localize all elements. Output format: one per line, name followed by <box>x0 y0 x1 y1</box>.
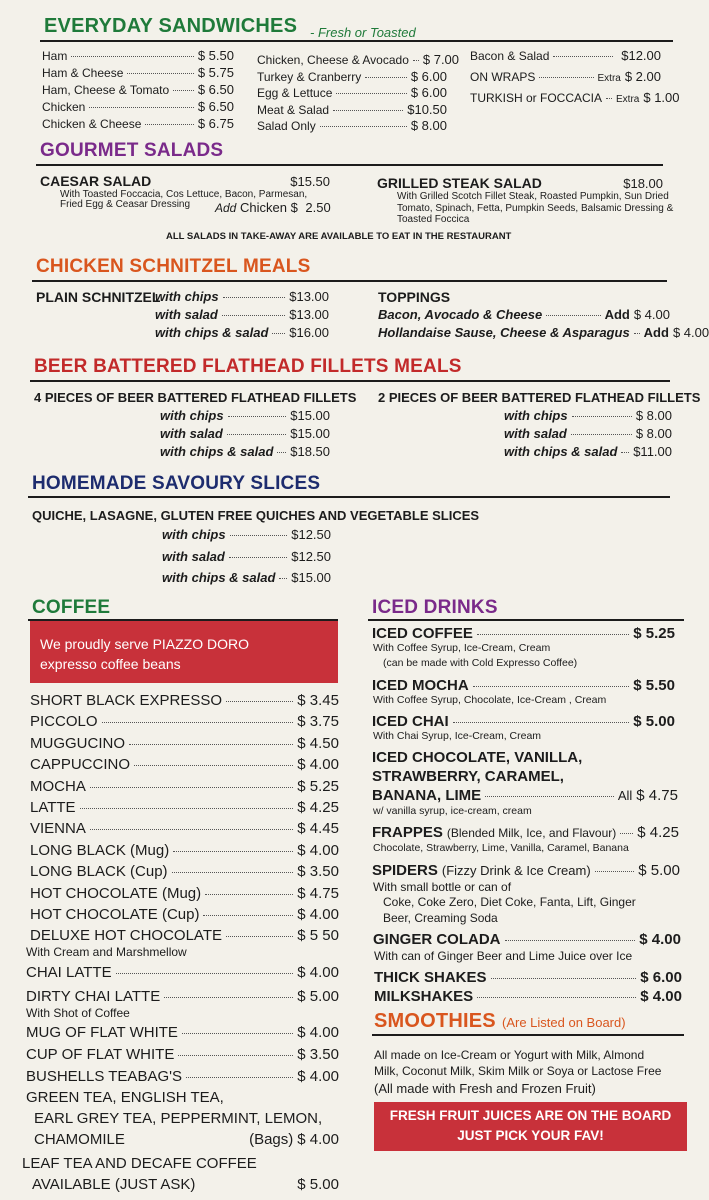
four-pieces-option-name: with chips & salad <box>160 444 274 459</box>
topping-item-price: $ 4.00 <box>672 325 709 340</box>
sandwich-item <box>257 102 447 117</box>
two-pieces-option <box>504 426 672 441</box>
plain-schnitzel-label: PLAIN SCHNITZEL <box>36 289 161 305</box>
schnitzel-option <box>155 289 329 304</box>
sandwich-extra-item-price: $12.00 <box>621 48 661 63</box>
two-pieces-title: 2 PIECES OF BEER BATTERED FLATHEAD FILLETS <box>378 390 701 405</box>
sandwiches-subtitle: - Fresh or Toasted <box>310 25 416 40</box>
deluxe-note: With Cream and Marshmellow <box>26 945 187 959</box>
coffee-item <box>26 1068 339 1085</box>
coffee-item-price: $ 4.00 <box>297 906 339 923</box>
coffee-item-name: HOT CHOCOLATE (Mug) <box>30 884 202 902</box>
frappes-desc: Chocolate, Strawberry, Lime, Vanilla, Caramel, Banana <box>373 842 629 854</box>
slices-title: HOMEMADE SAVOURY SLICES <box>32 473 321 494</box>
four-pieces-option-name: with chips <box>160 408 224 423</box>
coffee-item-name: MUGGUCINO <box>30 734 125 752</box>
coffee-item <box>30 778 339 795</box>
spiders-price: $ 5.00 <box>638 862 680 879</box>
spiders-row <box>372 862 680 879</box>
caesar-salad-row <box>40 173 330 189</box>
coffee-banner-line1: We proudly serve PIAZZO DORO <box>40 636 250 652</box>
leaf-tea-line2 <box>32 1176 339 1193</box>
slices-option-price: $12.50 <box>291 548 331 564</box>
sandwich-extra-item <box>470 48 661 63</box>
sandwich-item-price: $ 5.75 <box>197 65 234 80</box>
caesar-add-item: Chicken $ <box>239 200 298 215</box>
milkshakes-name: MILKSHAKES <box>374 988 474 1005</box>
four-pieces-option-name: with salad <box>160 426 223 441</box>
schnitzel-option-price: $16.00 <box>289 325 329 340</box>
coffee-item-name: CUP OF FLAT WHITE <box>26 1046 175 1063</box>
spiders-desc1: With small bottle or can of <box>373 880 512 894</box>
leaf-tea-line1: LEAF TEA AND DECAFE COFFEE <box>22 1155 257 1172</box>
coffee-item-price: $ 4.00 <box>297 1068 339 1085</box>
caesar-salad-name: CAESAR SALAD <box>40 173 152 189</box>
slices-option-price: $12.50 <box>291 527 331 542</box>
two-pieces-option <box>504 444 672 459</box>
salads-title: GOURMET SALADS <box>40 140 224 161</box>
coffee-item-price: $ 3.50 <box>297 1046 339 1063</box>
steak-desc1: With Grilled Scotch Fillet Steak, Roasted Pumpkin, Sun Dried <box>397 191 669 202</box>
frappes-price: $ 4.25 <box>637 824 679 841</box>
coffee-item-price: $ 4.00 <box>297 964 339 981</box>
iced-mocha-desc: With Coffee Syrup, Chocolate, Ice-Cream , Cream <box>373 694 607 706</box>
steak-salad-price: $18.00 <box>623 176 663 191</box>
sandwich-item <box>257 52 460 67</box>
schnitzel-title: CHICKEN SCHNITZEL MEALS <box>36 256 311 277</box>
coffee-item-name: SHORT BLACK EXPRESSO <box>30 692 223 709</box>
coffee-item-price: $ 3.50 <box>297 863 339 881</box>
tea-line2: EARL GREY TEA, PEPPERMINT, LEMON, <box>34 1110 323 1127</box>
iced-choc-line1: ICED CHOCOLATE, VANILLA, <box>372 749 583 766</box>
sandwich-item <box>257 69 447 84</box>
slices-subtitle: QUICHE, LASAGNE, GLUTEN FREE QUICHES AND VEGETABLE SLICES <box>32 508 480 523</box>
frappes-sub: (Blended Milk, Ice, and Flavour) <box>446 826 617 840</box>
coffee-item <box>30 692 339 709</box>
dirty-chai-note: With Shot of Coffee <box>26 1006 130 1020</box>
four-pieces-option-price: $15.00 <box>290 408 330 423</box>
coffee-item-name: DELUXE HOT CHOCOLATE <box>30 927 222 945</box>
sandwich-item-price: $10.50 <box>407 101 447 117</box>
sandwich-item-price: $ 6.00 <box>410 68 447 84</box>
topping-item-name: Hollandaise Sause, Cheese & Asparagus <box>378 325 630 340</box>
sandwich-item-name: Egg & Lettuce <box>257 86 333 100</box>
topping-item-extra: Add <box>643 325 669 340</box>
sandwiches-title: EVERYDAY SANDWICHES <box>44 15 298 37</box>
slices-option-name: with chips & salad <box>162 570 276 585</box>
coffee-item <box>30 756 339 773</box>
iced-drinks-title: ICED DRINKS <box>372 597 498 618</box>
iced-coffee-desc2: (can be made with Cold Expresso Coffee) <box>383 657 578 669</box>
salads-note: ALL SALADS IN TAKE-AWAY ARE AVAILABLE TO EAT IN THE RESTAURANT <box>166 231 512 242</box>
sandwich-item-name: Ham <box>42 49 68 63</box>
sandwich-item <box>42 99 234 114</box>
smoothies-desc3: (All made with Fresh and Frozen Fruit) <box>374 1081 596 1096</box>
flathead-rule <box>30 380 670 382</box>
sandwich-item-name: Chicken, Cheese & Avocado <box>257 53 409 67</box>
slices-option <box>162 570 331 585</box>
iced-mocha-row <box>372 677 675 694</box>
coffee-item-price: $ 4.45 <box>297 820 339 838</box>
slices-option <box>162 527 331 542</box>
schnitzel-option <box>155 325 329 340</box>
four-pieces-option <box>160 408 330 423</box>
iced-choc-all: All <box>617 788 633 803</box>
ginger-colada-price: $ 4.00 <box>639 931 681 948</box>
caesar-salad-price: $15.50 <box>290 174 330 189</box>
iced-chai-price: $ 5.00 <box>633 713 675 730</box>
coffee-item <box>26 964 339 981</box>
coffee-banner <box>30 621 338 683</box>
iced-choc-line3 <box>372 787 678 804</box>
juice-banner-line1: FRESH FRUIT JUICES ARE ON THE BOARD <box>389 1108 672 1123</box>
leaf-tea-available: AVAILABLE (JUST ASK) <box>32 1176 196 1193</box>
sandwich-item-name: Salad Only <box>257 119 316 133</box>
sandwich-extra-item <box>470 90 680 105</box>
schnitzel-option-name: with salad <box>155 307 218 322</box>
sandwich-item <box>42 48 234 63</box>
coffee-item-price: $ 3.75 <box>297 713 339 731</box>
sandwich-item-name: Chicken & Cheese <box>42 117 142 131</box>
two-pieces-option-price: $ 8.00 <box>635 426 672 441</box>
slices-option-name: with chips <box>162 527 226 542</box>
iced-drinks-rule <box>368 619 684 621</box>
spiders-name: SPIDERS <box>372 862 438 879</box>
tea-chamomile: CHAMOMILE <box>34 1131 125 1148</box>
schnitzel-option <box>155 307 329 322</box>
caesar-add-price: 2.50 <box>305 200 331 215</box>
salads-rule <box>36 164 663 166</box>
frappes-row <box>372 824 679 841</box>
four-pieces-option <box>160 426 330 441</box>
coffee-item-price: $ 5 50 <box>297 927 339 945</box>
coffee-item-price: $ 4.00 <box>297 841 339 859</box>
schnitzel-option-price: $13.00 <box>289 307 329 322</box>
sandwich-extra-item-name: Bacon & Salad <box>470 49 550 63</box>
coffee-banner-line2: expresso coffee beans <box>40 656 181 672</box>
sandwich-extra-item-name: ON WRAPS <box>470 70 536 84</box>
slices-rule <box>28 496 670 498</box>
coffee-item-price: $ 5.25 <box>297 777 339 795</box>
coffee-item-name: LONG BLACK (Cup) <box>30 863 168 881</box>
thick-shakes-price: $ 6.00 <box>640 969 682 986</box>
coffee-title: COFFEE <box>32 597 111 618</box>
iced-coffee-desc1: With Coffee Syrup, Ice-Cream, Cream <box>373 642 551 654</box>
sandwich-extra-item <box>470 69 661 84</box>
smoothies-desc1: All made on Ice-Cream or Yogurt with Milk, Almond <box>374 1048 645 1062</box>
two-pieces-option-name: with salad <box>504 426 567 441</box>
iced-coffee-row <box>372 625 675 642</box>
iced-mocha-price: $ 5.50 <box>633 677 675 694</box>
milkshakes-price: $ 4.00 <box>640 988 682 1005</box>
iced-coffee-name: ICED COFFEE <box>372 625 473 642</box>
thick-shakes-row <box>374 969 682 986</box>
schnitzel-option-price: $13.00 <box>289 289 329 304</box>
coffee-item <box>30 906 339 923</box>
sandwich-extra-item-name: TURKISH or FOCCACIA <box>470 91 603 105</box>
topping-item-name: Bacon, Avocado & Cheese <box>378 307 543 322</box>
two-pieces-option-price: $ 8.00 <box>635 408 672 423</box>
frappes-name: FRAPPES <box>372 824 443 841</box>
ginger-colada-name: GINGER COLADA <box>373 931 501 948</box>
tea-bags-note: (Bags) <box>249 1131 294 1148</box>
coffee-item-name: MOCHA <box>30 777 86 795</box>
coffee-item <box>30 842 339 859</box>
topping-item <box>378 325 709 340</box>
tea-line3 <box>34 1131 339 1148</box>
tea-price: $ 4.00 <box>297 1131 339 1148</box>
four-pieces-option <box>160 444 330 459</box>
sandwich-item-name: Turkey & Cranberry <box>257 69 362 84</box>
sandwich-item <box>42 65 234 80</box>
sandwich-item-price: $ 6.50 <box>197 82 234 97</box>
ginger-colada-row <box>373 931 681 948</box>
ginger-colada-desc: With can of Ginger Beer and Lime Juice over Ice <box>374 949 633 963</box>
coffee-item-name: LONG BLACK (Mug) <box>30 841 170 859</box>
coffee-item <box>30 863 339 880</box>
toppings-title: TOPPINGS <box>378 289 451 305</box>
steak-desc3: Toasted Foccica <box>397 214 470 225</box>
coffee-item-name: CHAI LATTE <box>26 964 112 981</box>
flathead-title: BEER BATTERED FLATHEAD FILLETS MEALS <box>34 356 462 377</box>
four-pieces-option-price: $15.00 <box>290 426 330 441</box>
two-pieces-option-price: $11.00 <box>633 444 672 459</box>
coffee-item-name: CAPPUCCINO <box>30 756 131 774</box>
leaf-tea-price: $ 5.00 <box>297 1176 339 1193</box>
smoothies-desc2: Milk, Coconut Milk, Skim Milk or Soya or Lactose Free <box>374 1064 662 1078</box>
four-pieces-option-price: $18.50 <box>290 444 330 459</box>
thick-shakes-name: THICK SHAKES <box>374 969 487 986</box>
sandwich-extra-item-price: $ 1.00 <box>643 90 680 105</box>
sandwich-item <box>42 82 234 97</box>
iced-choc-desc: w/ vanilla syrup, ice-cream, cream <box>373 805 532 817</box>
steak-desc2: Tomato, Spinach, Fetta, Pumpkin Seeds, Balsamic Dressing & <box>397 203 674 214</box>
coffee-item <box>30 799 339 816</box>
slices-option <box>162 549 331 564</box>
topping-item-price: $ 4.00 <box>633 307 670 322</box>
coffee-item-price: $ 3.45 <box>297 692 339 709</box>
smoothies-sub: (Are Listed on Board) <box>502 1015 626 1030</box>
schnitzel-option-name: with chips <box>155 289 219 304</box>
coffee-item-price: $ 5.00 <box>297 988 339 1005</box>
sandwich-item-price: $ 6.75 <box>197 116 234 131</box>
sandwich-item <box>257 118 447 133</box>
sandwich-item-price: $ 7.00 <box>422 52 460 67</box>
steak-salad-row <box>377 175 663 191</box>
coffee-item <box>30 713 339 730</box>
coffee-item <box>30 885 339 902</box>
two-pieces-option-name: with chips <box>504 408 568 423</box>
spiders-desc3: Beer, Creaming Soda <box>383 911 498 925</box>
caesar-desc1: With Toasted Foccacia, Cos Lettuce, Bacon, Parmesan, <box>60 189 308 200</box>
smoothies-rule <box>372 1034 684 1036</box>
coffee-item-price: $ 4.75 <box>297 884 339 902</box>
sandwich-item-name: Ham & Cheese <box>42 66 124 80</box>
sandwich-item <box>42 116 234 131</box>
iced-choc-banana-lime: BANANA, LIME <box>372 787 482 804</box>
slices-option-name: with salad <box>162 548 225 564</box>
smoothies-title: SMOOTHIES <box>374 1010 496 1032</box>
coffee-item-name: DIRTY CHAI LATTE <box>26 988 161 1005</box>
coffee-item-name: PICCOLO <box>30 713 98 731</box>
spiders-desc2: Coke, Coke Zero, Diet Coke, Fanta, Lift, Ginger <box>383 895 636 909</box>
steak-salad-name: GRILLED STEAK SALAD <box>377 175 542 191</box>
sandwich-item <box>257 85 447 100</box>
caesar-add-row <box>215 200 331 215</box>
sandwich-extra-item-extra: Extra <box>597 73 621 84</box>
coffee-item-name: MUG OF FLAT WHITE <box>26 1024 178 1041</box>
coffee-item-price: $ 4.25 <box>297 799 339 816</box>
sandwich-item-name: Ham, Cheese & Tomato <box>42 83 170 97</box>
caesar-desc2: Fried Egg & Ceasar Dressing <box>60 199 191 210</box>
coffee-item-name: HOT CHOCOLATE (Cup) <box>30 906 200 923</box>
sandwich-item-price: $ 6.50 <box>197 99 234 114</box>
spiders-sub: (Fizzy Drink & Ice Cream) <box>441 863 591 878</box>
iced-choc-price: $ 4.75 <box>636 787 678 804</box>
slices-option-price: $15.00 <box>291 570 331 585</box>
iced-chai-desc: With Chai Syrup, Ice-Cream, Cream <box>373 730 542 742</box>
coffee-item-price: $ 4.00 <box>297 756 339 774</box>
coffee-item <box>30 927 339 944</box>
juice-banner-line2: JUST PICK YOUR FAV! <box>457 1128 604 1143</box>
iced-chai-row <box>372 713 675 730</box>
sandwich-extra-item-extra: Extra <box>616 94 640 105</box>
coffee-item-name: LATTE <box>30 799 76 816</box>
sandwiches-rule <box>40 40 673 42</box>
schnitzel-rule <box>32 280 667 282</box>
sandwich-item-name: Meat & Salad <box>257 102 330 117</box>
two-pieces-option-name: with chips & salad <box>504 444 618 459</box>
sandwich-extra-item-price: $ 2.00 <box>624 69 661 84</box>
caesar-add-label: Add <box>215 201 237 215</box>
topping-item-extra: Add <box>604 307 630 322</box>
coffee-item-name: VIENNA <box>30 820 86 838</box>
milkshakes-row <box>374 988 682 1005</box>
coffee-item-price: $ 4.00 <box>297 1024 339 1041</box>
coffee-item <box>30 820 339 837</box>
tea-line1: GREEN TEA, ENGLISH TEA, <box>26 1089 224 1106</box>
iced-mocha-name: ICED MOCHA <box>372 677 469 694</box>
topping-item <box>378 307 670 322</box>
iced-coffee-price: $ 5.25 <box>633 625 675 642</box>
schnitzel-option-name: with chips & salad <box>155 325 269 340</box>
iced-choc-line2: STRAWBERRY, CARAMEL, <box>372 768 564 785</box>
four-pieces-title: 4 PIECES OF BEER BATTERED FLATHEAD FILLETS <box>34 390 357 405</box>
iced-chai-name: ICED CHAI <box>372 713 449 730</box>
two-pieces-option <box>504 408 672 423</box>
sandwich-item-name: Chicken <box>42 100 86 114</box>
sandwich-item-price: $ 6.00 <box>410 85 447 100</box>
coffee-item <box>26 988 339 1005</box>
sandwich-item-price: $ 5.50 <box>197 48 234 63</box>
coffee-item-name: BUSHELLS TEABAG'S <box>26 1068 182 1085</box>
coffee-item-price: $ 4.50 <box>297 734 339 752</box>
coffee-item <box>26 1024 339 1041</box>
coffee-item <box>30 735 339 752</box>
sandwich-item-price: $ 8.00 <box>410 118 447 133</box>
coffee-item <box>26 1046 339 1063</box>
